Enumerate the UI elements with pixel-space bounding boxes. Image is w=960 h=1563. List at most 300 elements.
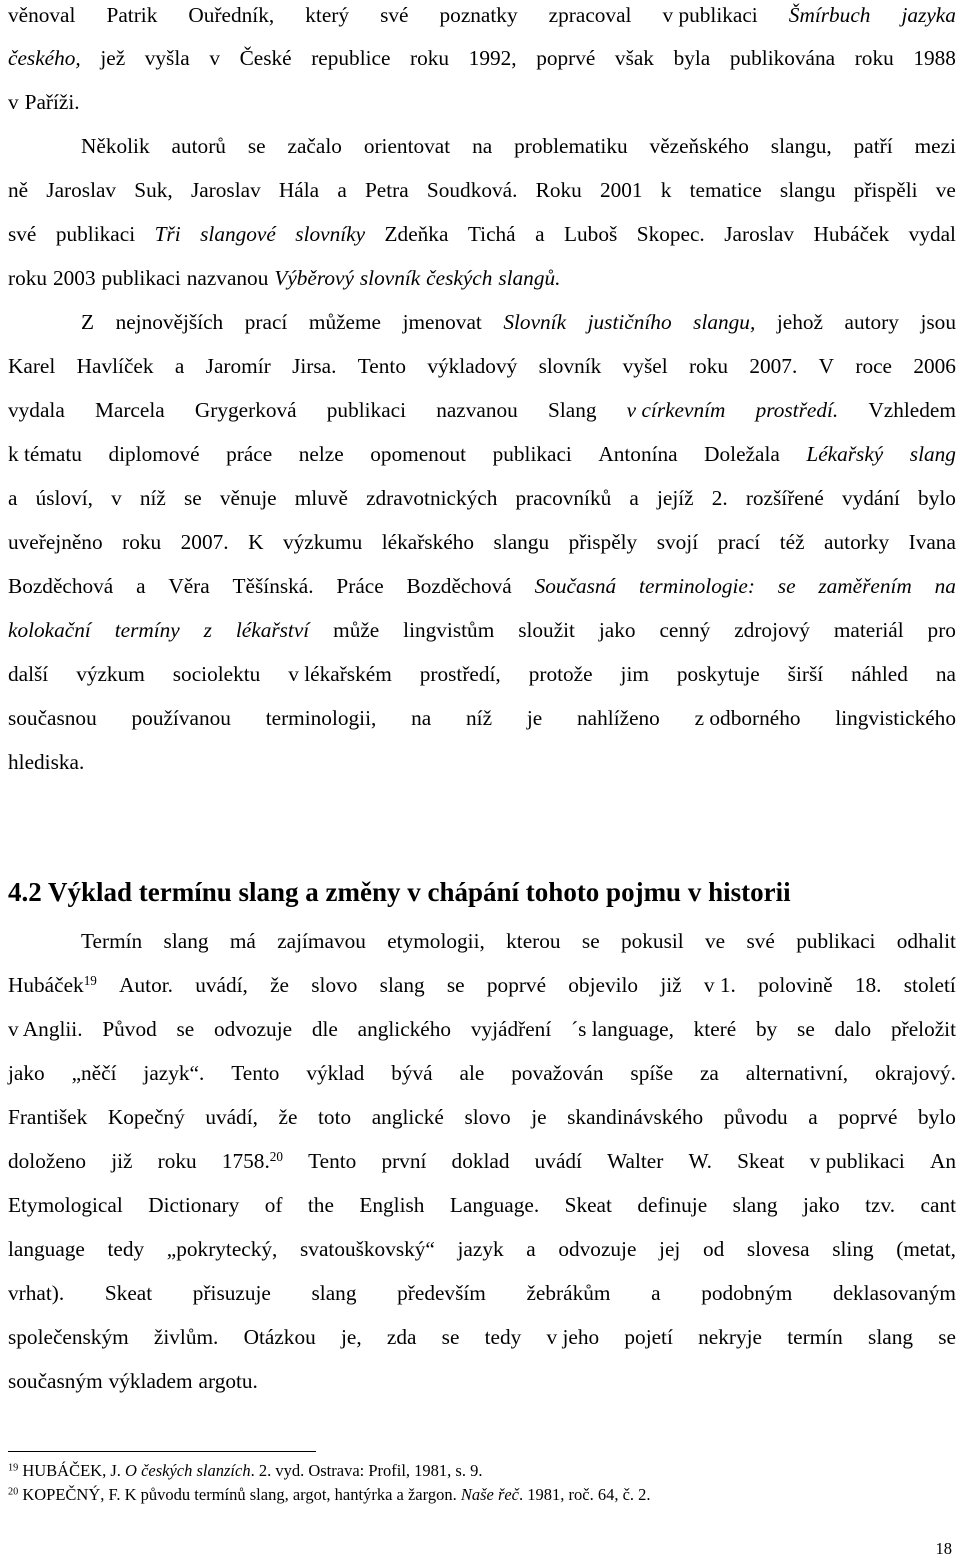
word: ve <box>705 929 726 953</box>
word: a <box>535 222 545 246</box>
word: doklad <box>451 1149 510 1173</box>
word: používanou <box>131 706 231 730</box>
word: jazyk <box>457 1237 504 1261</box>
word: publikaci <box>326 398 407 422</box>
word: by <box>755 1017 778 1041</box>
word: republice <box>311 46 391 70</box>
word: přispěli <box>853 178 918 202</box>
word: roku <box>122 530 162 554</box>
word: English <box>359 1193 425 1217</box>
text-line <box>8 1322 956 1352</box>
word: Jaroslav <box>724 222 795 246</box>
word: se <box>247 134 266 158</box>
word: pracovníků <box>515 486 612 510</box>
word: Slovník <box>503 310 567 334</box>
word: českých <box>426 266 493 290</box>
text-line <box>8 439 956 469</box>
word: původu <box>723 1105 788 1129</box>
word: V <box>818 354 835 378</box>
word: však <box>614 46 654 70</box>
word: Skeat <box>737 1149 785 1173</box>
word: jako <box>803 1193 840 1217</box>
word: poskytuje <box>676 662 760 686</box>
word: slangové <box>200 222 276 246</box>
word: nelze <box>298 442 344 466</box>
word: zajímavou <box>277 929 366 953</box>
word: 1992, <box>468 46 517 70</box>
word: roce <box>855 354 893 378</box>
word: poznatky <box>439 3 518 27</box>
text-line <box>8 175 956 205</box>
word: v Anglii. <box>8 1017 83 1041</box>
word: „něčí <box>71 1061 117 1085</box>
word: terminologie: <box>639 574 755 598</box>
word: jako <box>598 618 636 642</box>
word: v jeho <box>546 1325 600 1349</box>
word: společenským <box>8 1325 129 1349</box>
footnote-reference: 19 <box>83 972 97 988</box>
footnote-number: 20 <box>8 1486 19 1498</box>
word: anglického <box>357 1017 452 1041</box>
word: mezi <box>914 134 956 158</box>
word: okrajový. <box>874 1061 956 1085</box>
word: Skeat <box>564 1193 612 1217</box>
word: rozšířené <box>745 486 824 510</box>
word: níž <box>139 486 166 510</box>
word: se <box>176 1017 195 1041</box>
word: slovo <box>311 973 358 997</box>
word: výkladový <box>427 354 518 378</box>
word: na <box>472 134 493 158</box>
word: že <box>270 973 290 997</box>
word: svatouškovský“ <box>300 1237 435 1261</box>
word: na <box>935 662 956 686</box>
word: úsloví, <box>35 486 93 510</box>
text-line <box>81 926 956 956</box>
word: autorky <box>824 530 890 554</box>
text-line <box>8 0 956 30</box>
word: sling <box>832 1237 874 1261</box>
word: současnou <box>8 706 97 730</box>
word: k tématu <box>8 442 82 466</box>
word: nazvanou <box>186 266 269 290</box>
word: mluvě <box>294 486 348 510</box>
text-line <box>8 219 956 249</box>
word: etymologii, <box>387 929 485 953</box>
footnote-19 <box>8 1460 482 1482</box>
word: výklad <box>306 1061 365 1085</box>
word: kolokační <box>8 618 91 642</box>
text-line <box>8 351 956 381</box>
word: začalo <box>287 134 342 158</box>
word: sloužit <box>518 618 575 642</box>
word: zpracoval <box>548 3 632 27</box>
word: protože <box>528 662 593 686</box>
word: zaměřením <box>818 574 912 598</box>
word: Grygerková <box>194 398 297 422</box>
word: současným <box>8 1369 103 1393</box>
word: pro <box>927 618 956 642</box>
word: v publikaci <box>662 3 758 27</box>
word: lékařského <box>381 530 474 554</box>
word: opomenout <box>370 442 467 466</box>
word: můžeme <box>308 310 382 334</box>
word: a <box>337 178 347 202</box>
word: Walter <box>607 1149 664 1173</box>
word: další <box>8 662 49 686</box>
footnote-number: 19 <box>8 1462 19 1474</box>
word: objevilo <box>568 973 639 997</box>
word: jmenovat <box>402 310 482 334</box>
word: náhled <box>851 662 908 686</box>
text-line <box>8 527 956 557</box>
word: Etymological <box>8 1193 123 1217</box>
footnote-20 <box>8 1484 651 1506</box>
word: Ouředník, <box>188 3 275 27</box>
word: první <box>381 1149 427 1173</box>
footnote-author: HUBÁČEK, J. <box>22 1461 121 1480</box>
word: jejíž <box>656 486 694 510</box>
word: jazyka <box>901 3 956 27</box>
footnote-details: . 1981, roč. 64, č. 2. <box>519 1485 651 1504</box>
word: pojetí <box>624 1325 673 1349</box>
word: Z <box>81 310 95 334</box>
text-line <box>8 571 956 601</box>
word: věnoval <box>8 3 76 27</box>
word: Patrik <box>106 3 158 27</box>
word: širší <box>787 662 824 686</box>
word: kterou <box>506 929 561 953</box>
word: slang <box>732 1193 778 1217</box>
word: Havlíček <box>76 354 154 378</box>
text-line <box>8 1146 956 1176</box>
word: poprvé <box>838 1105 898 1129</box>
word: věnuje <box>219 486 277 510</box>
word: publikaci <box>492 442 572 466</box>
word: prací <box>717 530 761 554</box>
word: je <box>526 706 543 730</box>
text-line <box>8 1366 956 1396</box>
word: autory <box>844 310 899 334</box>
word: Tento <box>231 1061 280 1085</box>
word: uvádí <box>534 1149 582 1173</box>
word: Tento <box>308 1149 357 1173</box>
word: nejnovějších <box>115 310 224 334</box>
word: jehož <box>776 310 823 334</box>
word: Jaroslav <box>190 178 261 202</box>
word: se <box>446 973 465 997</box>
word: roku <box>688 354 729 378</box>
word: v <box>8 90 19 114</box>
word: je, <box>340 1325 362 1349</box>
word: roku <box>157 1149 197 1173</box>
word: bylo <box>917 1105 956 1129</box>
word: W. <box>688 1149 712 1173</box>
word: přisuzuje <box>192 1281 271 1305</box>
word: Těšínská. <box>232 574 314 598</box>
word: slovesa <box>746 1237 810 1261</box>
word: jsou <box>920 310 956 334</box>
word: cenný <box>659 618 711 642</box>
word: století <box>903 973 956 997</box>
word: v <box>111 486 122 510</box>
word: An <box>929 1149 956 1173</box>
word: na <box>934 574 956 598</box>
footnote-details: . 2. vyd. Ostrava: Profil, 1981, s. 9. <box>250 1461 483 1480</box>
text-line <box>8 395 956 425</box>
word: v publikaci <box>809 1149 905 1173</box>
word: nazvanou <box>436 398 518 422</box>
word: vyjádření <box>470 1017 552 1041</box>
word: ve <box>935 178 956 202</box>
word: roku <box>8 266 48 290</box>
word: termíny <box>114 618 180 642</box>
word: dalo <box>834 1017 872 1041</box>
word: Marcela <box>94 398 165 422</box>
word: 1758.20 <box>221 1148 283 1173</box>
word: lékařství <box>235 618 310 642</box>
word: za <box>699 1061 719 1085</box>
word: své <box>746 929 775 953</box>
word: Petra <box>364 178 409 202</box>
word: 18. <box>854 973 882 997</box>
word: vydala <box>8 398 65 422</box>
word: slang <box>909 442 956 466</box>
word: Doležala <box>704 442 780 466</box>
text-line <box>8 1014 956 1044</box>
word: přispěly <box>568 530 638 554</box>
footnote-title: O českých slanzích <box>125 1461 251 1480</box>
word: dle <box>311 1017 338 1041</box>
word: materiál <box>833 618 904 642</box>
word: alternativní, <box>745 1061 849 1085</box>
word: slangu <box>493 530 550 554</box>
word: poprvé <box>486 973 547 997</box>
word: Původ <box>102 1017 157 1041</box>
word: z <box>203 618 212 642</box>
word: Soudková. <box>426 178 518 202</box>
word: od <box>702 1237 725 1261</box>
text-line <box>8 747 956 777</box>
word: of <box>264 1193 283 1217</box>
word: Roku <box>535 178 582 202</box>
text-line <box>8 87 956 117</box>
word: z odborného <box>694 706 801 730</box>
word: zda <box>386 1325 417 1349</box>
word: Jirsa. <box>292 354 337 378</box>
word: Karel <box>8 354 56 378</box>
word: vydal <box>908 222 956 246</box>
word: v církevním <box>626 398 726 422</box>
text-line <box>8 43 956 73</box>
word: se <box>581 929 600 953</box>
footnote-article: K původu termínů slang, argot, hantýrka a žargon. <box>124 1485 457 1504</box>
word: Práce <box>336 574 384 598</box>
word: Kopečný <box>107 1105 185 1129</box>
word: toto <box>318 1105 352 1129</box>
punctuation: . <box>167 973 173 997</box>
word: Luboš <box>564 222 618 246</box>
word: jako <box>8 1061 45 1085</box>
word: uvádí, <box>195 973 248 997</box>
word: roku <box>410 46 450 70</box>
word: jej <box>659 1237 681 1261</box>
text-line <box>8 1234 956 1264</box>
word: 2006 <box>913 354 956 378</box>
footnote-separator <box>8 1451 316 1452</box>
word: prací <box>244 310 288 334</box>
word: zdrojový <box>734 618 810 642</box>
word: Suk, <box>134 178 173 202</box>
word: Bozděchová <box>8 574 114 598</box>
word: tzv. <box>865 1193 896 1217</box>
word: lingvistického <box>835 706 956 730</box>
word: se <box>938 1325 956 1349</box>
word: českého, <box>8 46 81 70</box>
word: vyšla <box>144 46 190 70</box>
word: výzkum <box>76 662 145 686</box>
word: Antonína <box>598 442 678 466</box>
word: Autor. <box>119 973 173 997</box>
word: 2003 <box>53 266 96 290</box>
word: autorů <box>171 134 226 158</box>
text-line <box>8 970 956 1000</box>
word: problematiku <box>514 134 628 158</box>
word: František <box>8 1105 88 1129</box>
word: a <box>136 574 146 598</box>
word: zdravotnických <box>366 486 498 510</box>
word: bylo <box>918 486 956 510</box>
word: podobným <box>701 1281 793 1305</box>
word: polovině <box>758 973 833 997</box>
word: Slang <box>547 398 597 422</box>
word: orientovat <box>363 134 451 158</box>
word: v 1. <box>703 973 736 997</box>
word: slangu <box>779 178 836 202</box>
footnote-reference: 20 <box>269 1148 283 1164</box>
word: spíše <box>630 1061 674 1085</box>
word: Tento <box>357 354 406 378</box>
word: argotu. <box>198 1369 258 1393</box>
word: jazyk“. <box>143 1061 205 1085</box>
word: Otázkou <box>243 1325 316 1349</box>
word: a <box>808 1105 818 1129</box>
footnote-author: KOPEČNÝ, F. <box>22 1485 121 1504</box>
word: language <box>8 1237 85 1261</box>
word: byla <box>673 46 711 70</box>
word: ně <box>8 178 29 202</box>
word: slovník <box>538 354 602 378</box>
word: v <box>209 46 220 70</box>
word: k <box>660 178 672 202</box>
word: diplomové <box>108 442 200 466</box>
word: roku <box>854 46 894 70</box>
text-line <box>81 131 956 161</box>
word: Vzhledem <box>868 398 956 422</box>
word: skandinávského <box>567 1105 704 1129</box>
text-line <box>8 1278 956 1308</box>
word: se <box>797 1017 815 1041</box>
word: který <box>305 3 350 27</box>
word: terminologii, <box>265 706 377 730</box>
word: své <box>8 222 37 246</box>
word: 2. <box>711 486 728 510</box>
word: nahlíženo <box>577 706 660 730</box>
word: tematice <box>689 178 762 202</box>
word: Lékařský <box>806 442 884 466</box>
word: Jaromír <box>205 354 271 378</box>
word: bývá <box>391 1061 433 1085</box>
text-line <box>8 1190 956 1220</box>
word: již <box>111 1149 133 1173</box>
word: již <box>660 973 682 997</box>
word: ´s language, <box>571 1017 674 1041</box>
word: doloženo <box>8 1149 87 1173</box>
word: a <box>174 354 185 378</box>
word: považován <box>511 1061 604 1085</box>
word: hlediska. <box>8 750 85 774</box>
word: uveřejněno <box>8 530 103 554</box>
word: Bozděchová <box>406 574 512 598</box>
footnote-journal: Naše řeč <box>460 1485 520 1504</box>
text-line <box>8 1058 956 1088</box>
word: K <box>248 530 264 554</box>
word: 2007. <box>749 354 798 378</box>
word: má <box>229 929 256 953</box>
word: přeložit <box>890 1017 956 1041</box>
text-line <box>8 483 956 513</box>
text-line <box>8 615 956 645</box>
word: 2001 <box>599 178 643 202</box>
word: vyšel <box>622 354 668 378</box>
page-number: 18 <box>935 1539 952 1558</box>
word: Ivana <box>908 530 956 554</box>
word: Skopec. <box>636 222 705 246</box>
word: Hála <box>278 178 320 202</box>
word: slang <box>868 1325 913 1349</box>
word: především <box>397 1281 486 1305</box>
word: slang <box>311 1281 357 1305</box>
word: prostředí, <box>419 662 501 686</box>
word: Výběrový <box>274 266 354 290</box>
word: výzkumu <box>282 530 363 554</box>
word: se <box>183 486 202 510</box>
word: živlům. <box>153 1325 219 1349</box>
word: též <box>779 530 805 554</box>
word: odvozuje <box>558 1237 637 1261</box>
text-line <box>8 703 956 733</box>
text-line <box>81 307 956 337</box>
word: uvádí, <box>205 1105 258 1129</box>
word: a <box>629 486 639 510</box>
word: publikaci <box>55 222 136 246</box>
word: „pokrytecký, <box>166 1237 278 1261</box>
word: jim <box>620 662 649 686</box>
word: na <box>411 706 432 730</box>
word: Hubáček <box>813 222 890 246</box>
word: slovníky <box>295 222 366 246</box>
word: práce <box>226 442 273 466</box>
word: slang <box>379 973 425 997</box>
word: žebrákům <box>526 1281 611 1305</box>
word: 2007. <box>180 530 229 554</box>
word: Tichá <box>467 222 516 246</box>
word: jež <box>100 46 126 70</box>
word: pokusil <box>620 929 684 953</box>
section-heading: 4.2 Výklad termínu slang a změny v chápání tohoto pojmu v historii <box>8 877 791 907</box>
word: odvozuje <box>214 1017 293 1041</box>
word: a <box>651 1281 661 1305</box>
